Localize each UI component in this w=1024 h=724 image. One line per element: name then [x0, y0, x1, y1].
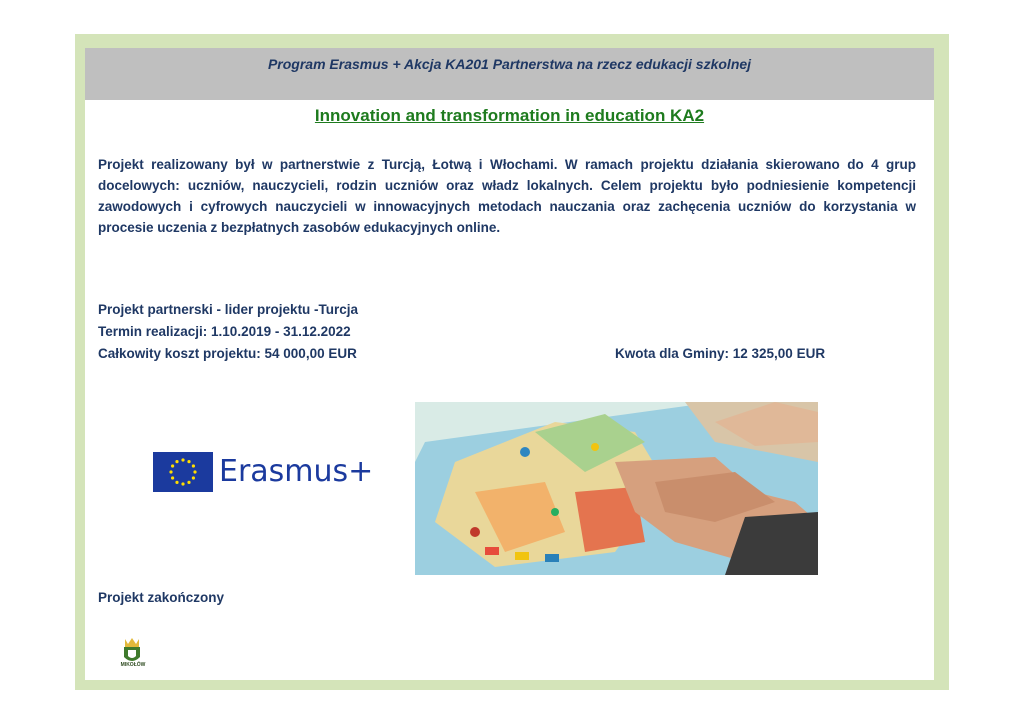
page-frame [75, 34, 949, 690]
project-title: Innovation and transformation in education KA2 [314, 106, 705, 125]
header-band [85, 48, 934, 100]
partner-line: Projekt partnerski - lider projektu -Turcja [98, 302, 359, 317]
program-line: Program Erasmus + Akcja KA201 Partnerstwa na rzecz edukacji szkolnej [267, 56, 752, 72]
total-cost-line: Całkowity koszt projektu: 54 000,00 EUR [98, 346, 357, 361]
project-status: Projekt zakończony [98, 590, 225, 605]
page-content [85, 48, 934, 680]
erasmus-wordmark: Erasmus+ [219, 454, 374, 489]
eu-flag-icon [153, 452, 213, 492]
students-map-photo [415, 402, 818, 575]
municipality-amount-line: Kwota dla Gminy: 12 325,00 EUR [615, 346, 826, 361]
town-name: MIKOŁÓW [120, 662, 146, 668]
project-description: Projekt realizowany był w partnerstwie z Turcją, Łotwą i Włochami. W ramach projektu działania skierowano do 4 grup docelowych: uczniów, nauczycieli, rodzin uczniów oraz władz lokalnych. Celem projektu było podniesienie kompetencji zawodowych i cyfrowych nauczycieli w innowacyjnych metodach nauczania oraz zachęcenia uczniów do korzystania w procesie uczenia z bezpłatnych zasobów edukacyjnych online. [98, 157, 916, 235]
period-line: Termin realizacji: 1.10.2019 - 31.12.2022 [98, 324, 351, 339]
erasmus-logo [153, 452, 374, 500]
